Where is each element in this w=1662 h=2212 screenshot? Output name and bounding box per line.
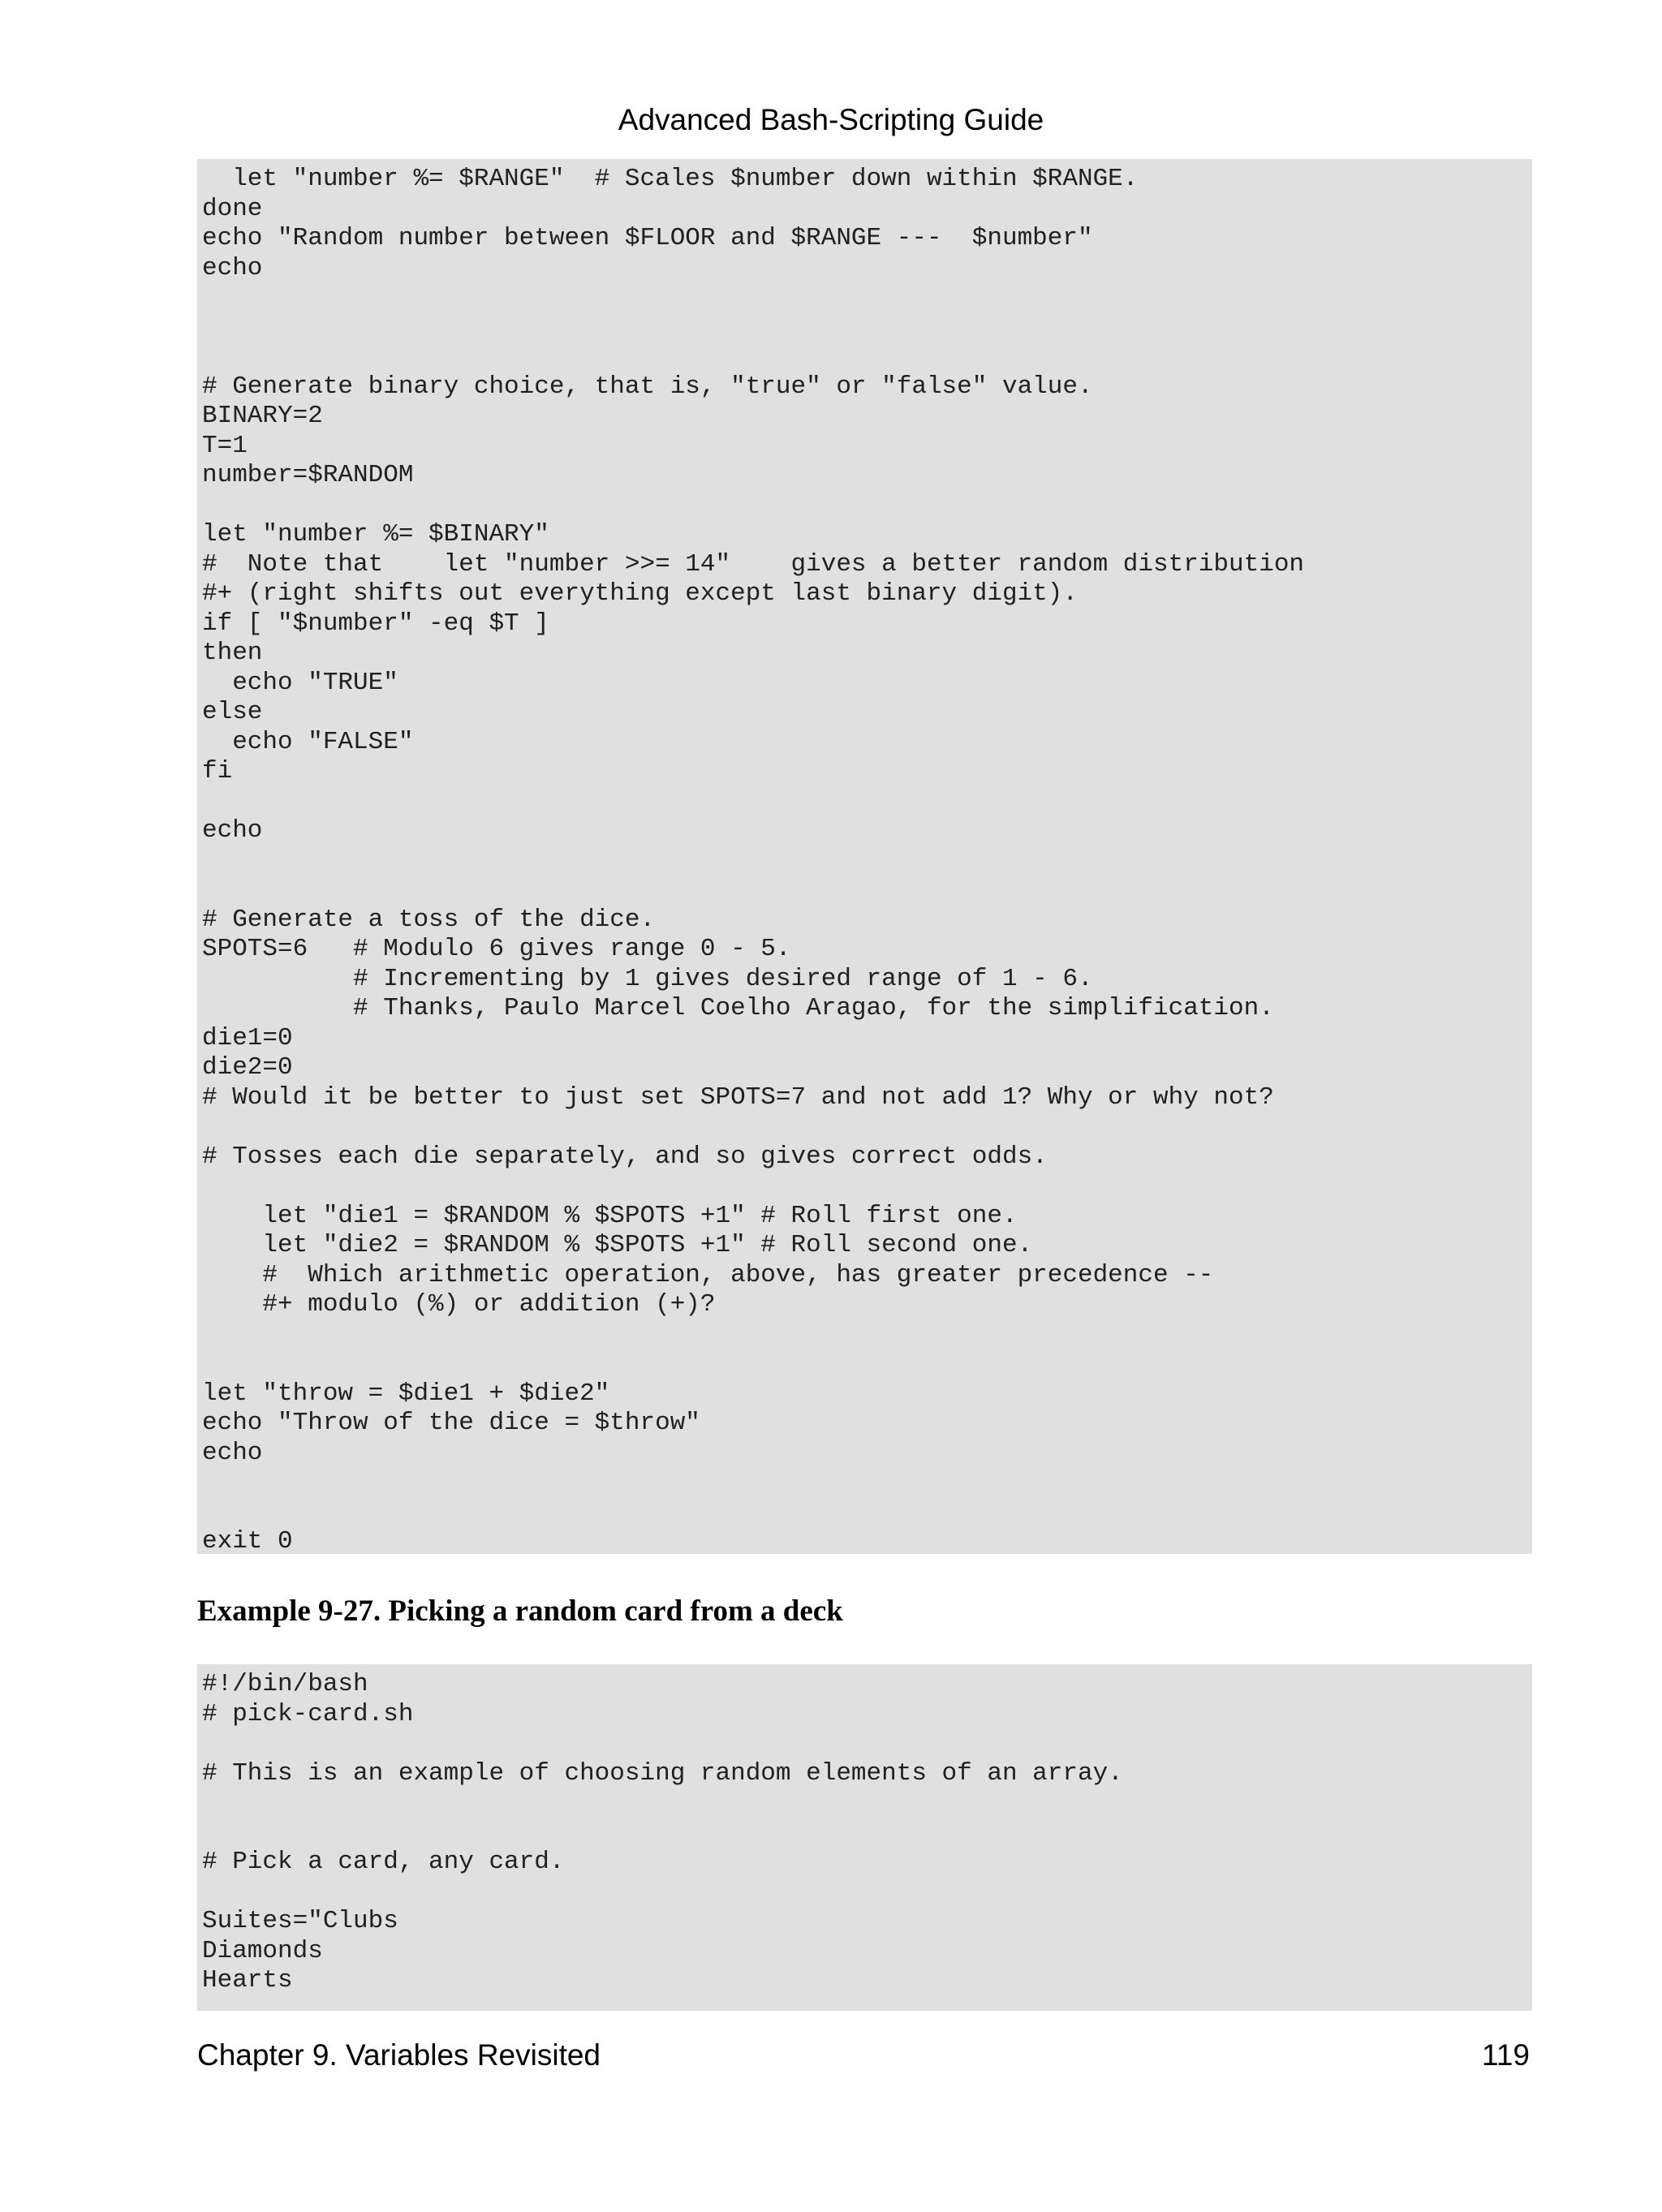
example-title: Example 9-27. Picking a random card from a deck (197, 1594, 843, 1628)
code-line (202, 787, 1527, 817)
code-line: number=$RANDOM (202, 461, 414, 489)
code-line: die1=0 (202, 1023, 293, 1052)
code-line: echo "Random number between $FLOOR and $RANGE --- $number" (202, 224, 1093, 252)
code-line: echo (202, 1438, 263, 1467)
code-line (202, 1818, 1527, 1848)
footer-page-number: 119 (1482, 2038, 1530, 2072)
code-line (202, 1112, 1527, 1143)
code-line: then (202, 639, 263, 667)
code-line: echo (202, 253, 263, 282)
code-line: # Pick a card, any card. (202, 1848, 565, 1876)
code-line: Diamonds (202, 1936, 323, 1965)
code-line (202, 491, 1527, 521)
code-line: let "die1 = $RANDOM % $SPOTS +1" # Roll first one. (202, 1201, 1018, 1230)
code-line: echo (202, 816, 263, 845)
code-line (202, 1172, 1527, 1202)
code-line: # Incrementing by 1 gives desired range of 1 - 6. (202, 964, 1093, 993)
code-line (202, 1349, 1527, 1379)
code-line (202, 1788, 1527, 1818)
code-line: if [ "$number" -eq $T ] (202, 609, 549, 638)
page-header-title: Advanced Bash-Scripting Guide (618, 103, 1044, 136)
code-line: BINARY=2 (202, 402, 323, 430)
code-line (202, 342, 1527, 372)
code-line: # Thanks, Paulo Marcel Coelho Aragao, for the simplification. (202, 994, 1274, 1022)
code-line (202, 1498, 1527, 1528)
code-line: #+ modulo (%) or addition (+)? (202, 1290, 716, 1319)
code-line (202, 283, 1527, 313)
code-line (202, 876, 1527, 906)
code-line: let "number %= $RANGE" # Scales $number down within $RANGE. (202, 165, 1139, 193)
code-line: let "throw = $die1 + $die2" (202, 1379, 610, 1408)
code-line (202, 313, 1527, 343)
code-line: Suites="Clubs (202, 1907, 398, 1935)
code-block-dice (197, 159, 1532, 1554)
code-line: done (202, 194, 263, 223)
code-line: else (202, 698, 263, 726)
code-line: let "die2 = $RANDOM % $SPOTS +1" # Roll second one. (202, 1231, 1033, 1259)
code-line: # Note that let "number >>= 14" gives a better random distribution (202, 549, 1305, 579)
code-line: # This is an example of choosing random elements of an array. (202, 1758, 1123, 1788)
code-line: echo "FALSE" (202, 727, 414, 756)
footer-chapter: Chapter 9. Variables Revisited (197, 2038, 601, 2072)
code-line: # pick-card.sh (202, 1699, 414, 1728)
code-line: Hearts (202, 1966, 293, 1995)
code-line: fi (202, 757, 233, 785)
code-line (202, 1468, 1527, 1498)
code-line: # Generate binary choice, that is, "true" or "false" value. (202, 372, 1093, 401)
code-line (202, 846, 1527, 876)
code-line: #+ (right shifts out everything except last binary digit). (202, 579, 1078, 608)
code-line: echo "Throw of the dice = $throw" (202, 1409, 700, 1437)
code-line: # Tosses each die separately, and so gives correct odds. (202, 1142, 1048, 1171)
code-line: T=1 (202, 431, 248, 460)
code-line: exit 0 (202, 1527, 293, 1554)
code-line: echo "TRUE" (202, 668, 398, 697)
code-line: # Would it be better to just set SPOTS=7 and not add 1? Why or why not? (202, 1082, 1274, 1112)
code-line: #!/bin/bash (202, 1670, 368, 1698)
code-line (202, 1878, 1527, 1908)
code-line: # Which arithmetic operation, above, has greater precedence -- (202, 1260, 1214, 1289)
code-line: SPOTS=6 # Modulo 6 gives range 0 - 5. (202, 935, 791, 963)
code-line (202, 1320, 1527, 1350)
code-block-pick-card (197, 1664, 1532, 2011)
code-line (202, 1729, 1527, 1759)
code-line: # Generate a toss of the dice. (202, 905, 656, 934)
code-line: die2=0 (202, 1053, 293, 1082)
code-line: let "number %= $BINARY" (202, 520, 549, 549)
